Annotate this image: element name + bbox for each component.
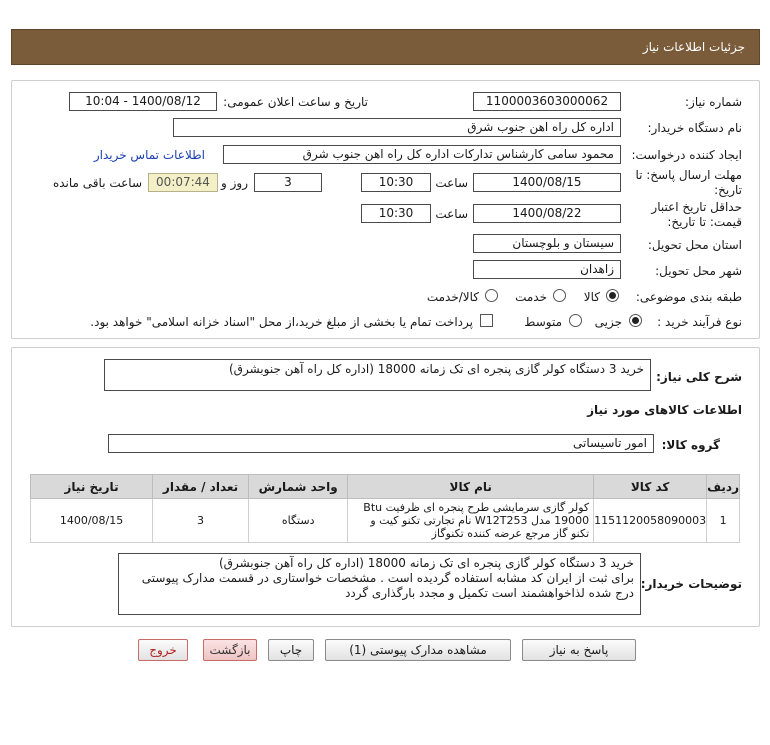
goods-group-field: امور تاسیساتی [108,434,654,453]
cell-code: 1151120058090003 [594,499,707,543]
reply-button[interactable]: پاسخ به نیاز [522,639,636,661]
col-code: کد کالا [594,475,707,499]
col-date: تاریخ نیاز [31,475,153,499]
goods-table [30,474,740,543]
goods-table-header [31,475,740,499]
process-radio-medium[interactable] [569,314,582,327]
announce-label: تاریخ و ساعت اعلان عمومی: [223,95,368,109]
validity-date-field: 1400/08/22 [473,204,621,223]
buyer-notes-field [118,553,641,615]
buyer-contact-link[interactable]: اطلاعات تماس خریدار [93,148,205,162]
exit-button[interactable]: خروج [138,639,188,661]
city-label: شهر محل تحویل: [655,264,742,278]
col-name: نام کالا [348,475,594,499]
cell-name: کولر گازی سرمایشی طرح پنجره ای ظرفیت Btu 19000 مدل W12T253 نام تجارتی تکنو کیت و تکنو گاز مرجع عرضه کننده تکنوگاز [348,499,594,543]
col-unit: واحد شمارش [249,475,348,499]
table-row [31,499,740,543]
treasury-payment-checkbox[interactable] [480,314,493,327]
print-button[interactable]: چاپ [268,639,314,661]
city-field: زاهدان [473,260,621,279]
back-button[interactable]: بازگشت [203,639,257,661]
province-field: سیستان و بلوچستان [473,234,621,253]
validity-time-field: 10:30 [361,204,431,223]
days-remaining-field: 3 [254,173,322,192]
buyer-org-label: نام دستگاه خریدار: [647,121,742,135]
col-row: ردیف [707,475,740,499]
page-title: جزئیات اطلاعات نیاز [642,40,745,54]
deadline-date-field: 1400/08/15 [473,173,621,192]
cell-unit: دستگاه [249,499,348,543]
buyer-org-field: اداره کل راه اهن جنوب شرق [173,118,621,137]
deadline-label: مهلت ارسال پاسخ: تا [635,168,742,182]
validity-label: حداقل تاریخ اعتبار [651,200,742,214]
col-qty: تعداد / مقدار [153,475,249,499]
page-header [11,29,760,65]
process-radio-minor[interactable] [629,314,642,327]
view-attachments-button[interactable]: مشاهده مدارک پیوستی (1) [325,639,511,661]
days-label: روز و [221,176,248,190]
summary-label: شرح کلی نیاز: [656,370,742,384]
goods-info-heading: اطلاعات کالاهای مورد نیاز [587,403,742,417]
category-goods-service-label: کالا/خدمت [426,290,479,304]
category-radio-service[interactable] [553,289,566,302]
process-label: نوع فرآیند خرید : [657,315,742,329]
process-medium-label: متوسط [524,315,562,329]
announce-field: 1400/08/12 - 10:04 [69,92,217,111]
deadline-time-label: ساعت [435,176,468,190]
need-number-label: شماره نیاز: [685,95,742,109]
creator-field: محمود سامی کارشناس تدارکات اداره کل راه اهن جنوب شرق [223,145,621,164]
cell-row: 1 [707,499,740,543]
validity-label-2: قیمت: تا تاریخ: [667,215,742,229]
need-number-field: 1100003603000062 [473,92,621,111]
buyer-notes-label: توضیحات خریدار: [640,577,742,591]
remaining-time-label: ساعت باقی مانده [52,176,142,190]
buyer-notes-line-2: برای ثبت از ایران کد مشابه استفاده گردیده است . مشخصات خواستاری در قسمت مدارک پیوستی [141,571,634,585]
category-goods-label: کالا [583,290,600,304]
deadline-label-2: تاریخ: [714,183,742,197]
province-label: استان محل تحویل: [647,238,742,252]
category-radio-goods-service[interactable] [485,289,498,302]
creator-label: ایجاد کننده درخواست: [631,148,742,162]
buyer-notes-line-3: درج شده لذاخواهشمند است تکمیل و مجدد بارگذاری گردد [345,586,634,600]
deadline-time-field: 10:30 [361,173,431,192]
process-minor-label: جزیی [594,315,622,329]
category-radio-goods[interactable] [606,289,619,302]
cell-qty: 3 [153,499,249,543]
summary-text: خرید 3 دستگاه کولر گازی پنجره ای تک زمانه 18000 (اداره کل راه آهن جنوبشرق) [228,362,644,376]
remaining-time-field: 00:07:44 [148,173,218,192]
treasury-payment-note: پرداخت تمام یا بخشی از مبلغ خرید،از محل "اسناد خزانه اسلامی" خواهد بود. [90,315,473,329]
summary-field [104,359,651,391]
buyer-notes-line-1: خرید 3 دستگاه کولر گازی پنجره ای تک زمانه 18000 (اداره کل راه آهن جنوبشرق) [218,556,634,570]
goods-group-label: گروه کالا: [661,438,720,452]
category-label: طبقه بندی موضوعی: [635,290,742,304]
cell-date: 1400/08/15 [31,499,153,543]
category-service-label: خدمت [515,290,547,304]
validity-time-label: ساعت [435,207,468,221]
